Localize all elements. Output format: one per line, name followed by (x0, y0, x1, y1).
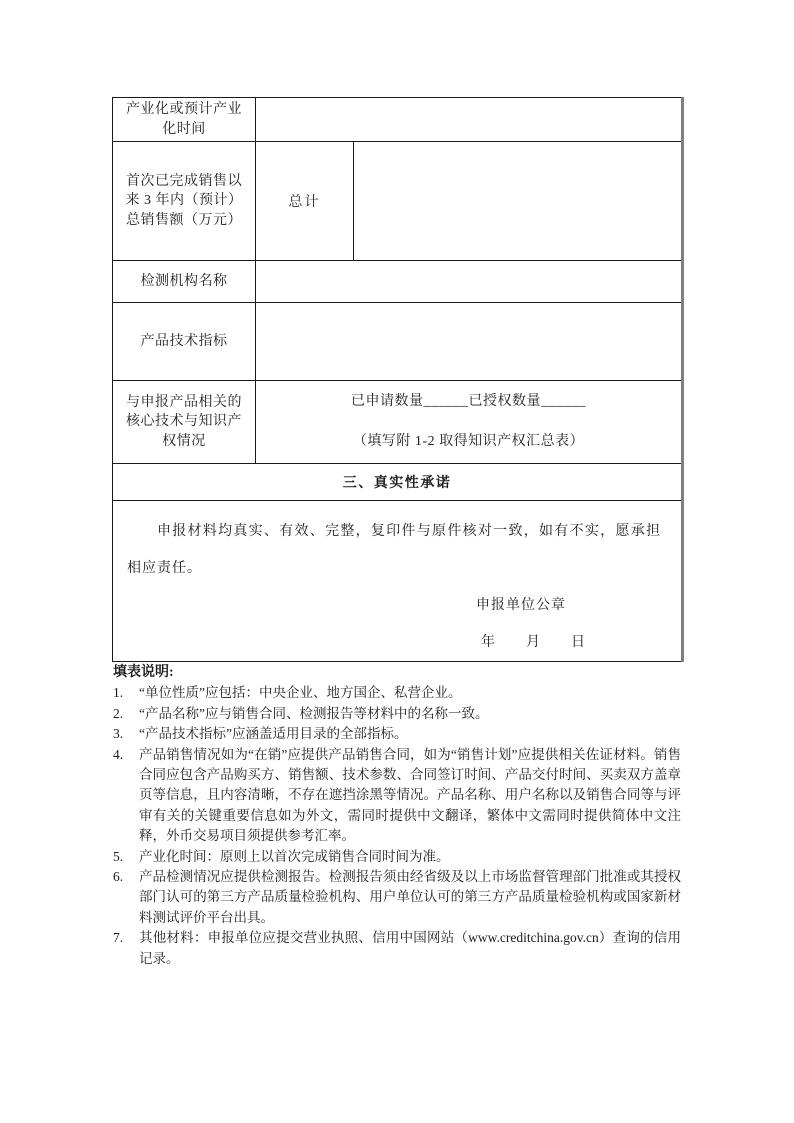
note-item-4 (113, 745, 681, 847)
note-number: 2. (113, 705, 124, 721)
row-total-sales (113, 142, 682, 261)
industrialization-time-label: 产业化或预计产业化时间 (113, 98, 256, 142)
filling-instructions (113, 663, 681, 969)
authenticity-heading: 三、真实性承诺 (113, 464, 682, 501)
note-item-6 (113, 867, 681, 928)
ip-status-label: 与申报产品相关的核心技术与知识产权情况 (113, 381, 256, 464)
date-line: 年 月 日 (481, 635, 586, 650)
row-authenticity-heading (113, 464, 682, 501)
filling-instructions-title: 填表说明: (113, 665, 174, 680)
note-text: “单位性质”应包括：中央企业、地方国企、私营企业。 (139, 685, 462, 701)
testing-organization-label: 检测机构名称 (113, 261, 256, 303)
commitment-statement: 申报材料均真实、有效、完整，复印件与原件核对一致，如有不实，愿承担相应责任。 (127, 524, 661, 576)
authenticity-commitment-cell (113, 501, 682, 662)
ip-attachment-note: （填写附 1-2 取得知识产权汇总表） (352, 434, 585, 449)
technical-specs-value-cell (256, 303, 682, 381)
note-item-1 (113, 683, 681, 703)
table-right-edge-line (681, 97, 684, 662)
note-text: 产品检测情况应提供检测报告。检测报告须由经省级及以上市场监督管理部门批准或其授权部门认可的第三方产品质量检验机构、用户单位认可的第三方产品质量检验机构或国家新材料测试评价平台出具。 (139, 869, 681, 925)
ip-counts-line: 已申请数量______已授权数量______ (351, 394, 586, 409)
row-testing-organization (113, 261, 682, 303)
application-form-table (112, 97, 682, 662)
note-text: 产业化时间：原则上以首次完成销售合同时间为准。 (139, 848, 450, 864)
note-number: 3. (113, 726, 124, 742)
note-text: “产品名称”应与销售合同、检测报告等材料中的名称一致。 (139, 705, 489, 721)
unit-seal-label: 申报单位公章 (476, 598, 566, 613)
total-sales-label: 首次已完成销售以来 3 年内（预计）总销售额（万元） (113, 142, 256, 261)
note-number: 4. (113, 746, 124, 762)
row-authenticity-commitment (113, 501, 682, 662)
ip-status-value-cell (256, 381, 682, 464)
industrialization-time-value-cell (256, 98, 682, 142)
note-number: 7. (113, 930, 124, 946)
total-sales-value-cell (354, 142, 682, 261)
testing-organization-value-cell (256, 261, 682, 303)
note-number: 6. (113, 869, 124, 885)
note-text: 其他材料：申报单位应提交营业执照、信用中国网站（www.creditchina.gov.cn）查询的信用记录。 (139, 930, 681, 966)
note-number: 1. (113, 685, 124, 701)
note-item-3 (113, 724, 681, 744)
note-text: “产品技术指标”应涵盖适用目录的全部指标。 (139, 726, 408, 742)
row-technical-specs (113, 303, 682, 381)
note-number: 5. (113, 848, 124, 864)
note-item-5 (113, 847, 681, 867)
note-item-7 (113, 928, 681, 969)
row-industrialization-time (113, 98, 682, 142)
note-text: 产品销售情况如为“在销”应提供产品销售合同，如为“销售计划”应提供相关佐证材料。销售合同应包含产品购买方、销售额、技术参数、合同签订时间、产品交付时间、买卖双方盖章页等信息，且内容清晰，不存在遮挡涂黑等情况。产品名称、用户名称以及销售合同等与评审有关的关键重要信息如为外文，需同时提供中文翻译，繁体中文需同时提供简体中文注释，外币交易项目须提供参考汇率。 (139, 746, 681, 844)
note-item-2 (113, 704, 681, 724)
row-ip-status (113, 381, 682, 464)
technical-specs-label: 产品技术指标 (113, 303, 256, 381)
total-sales-total-label: 总计 (256, 142, 354, 261)
